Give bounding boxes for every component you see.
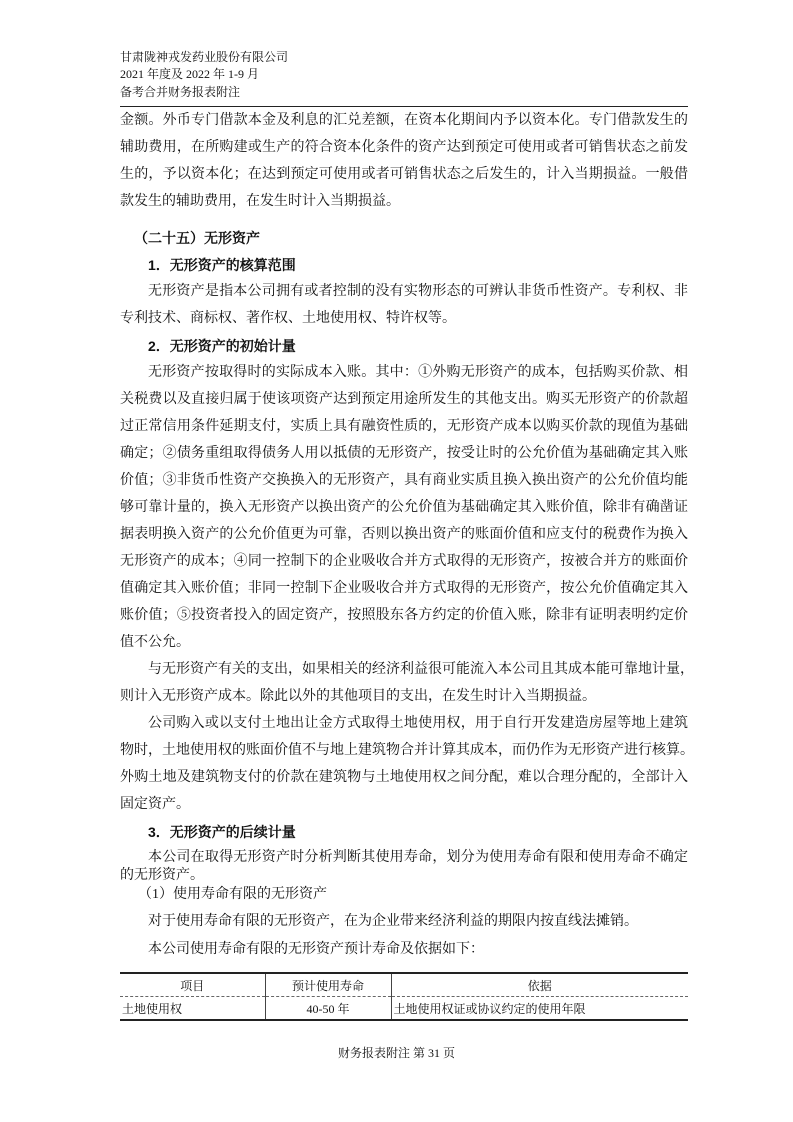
paragraph-line: 的无形资产。 [120,868,204,883]
paragraph-line: 与无形资产有关的支出，如果相关的经济利益很可能流入本公司且其成本能可靠地计量， [148,662,694,677]
section-heading: 3．无形资产的后续计量 [148,824,296,840]
paragraph-line: 金额。外币专门借款本金及利息的汇兑差额，在资本化期间内予以资本化。专门借款发生的 [120,113,688,128]
paragraph-line: 无形资产按取得时的实际成本入账。其中：①外购无形资产的成本，包括购买价款、相 [148,365,688,380]
page-footer: 财务报表附注 第 31 页 [337,1046,455,1060]
paragraph-line: 值不公允。 [120,635,190,650]
useful-life-table [120,972,688,1021]
table-header: 项目 [180,978,205,993]
paragraph-line: 无形资产的成本；④同一控制下的企业吸收合并方式取得的无形资产，按被合并方的账面价 [120,554,688,569]
paragraph-line: 据表明换入资产的公允价值更为可靠，否则以换出资产的账面价值和应支付的税费作为换入 [120,527,688,542]
paragraph-line: 确定；②债务重组取得债务人用以抵债的无形资产，按受让时的公允价值为基础确定其入账 [120,446,688,461]
paragraph-line: 固定资产。 [120,797,190,812]
paragraph-line: 公司购入或以支付土地出让金方式取得土地使用权，用于自行开发建造房屋等地上建筑 [148,716,688,731]
section-heading: （二十五）无形资产 [134,230,260,246]
header-rule [120,106,688,107]
paragraph-line: 物时，土地使用权的账面价值不与地上建筑物合并计算其成本，而仍作为无形资产进行核算。 [120,743,694,758]
paragraph-line: 账价值；⑤投资者投入的固定资产，按照股东各方约定的价值入账，除非有证明表明约定价 [120,608,688,623]
table-row [120,997,688,1021]
paragraph-line: 外购土地及建筑物支付的价款在建筑物与土地使用权之间分配，难以合理分配的，全部计入 [120,770,688,785]
paragraph-line: 则计入无形资产成本。除此以外的其他项目的支出，在发生时计入当期损益。 [120,689,596,704]
header-doc-title: 备考合并财务报表附注 [120,85,241,99]
table-header-row [120,973,688,997]
table-header: 预计使用寿命 [265,973,391,997]
table-cell: 土地使用权证或协议约定的使用年限 [391,997,688,1021]
subsection-heading: （1）使用寿命有限的无形资产 [138,887,327,902]
header-period: 2021 年度及 2022 年 1-9 月 [120,67,259,81]
section-heading: 1．无形资产的核算范围 [148,257,296,273]
paragraph-line: 本公司在取得无形资产时分析判断其使用寿命，划分为使用寿命有限和使用寿命不确定 [148,850,688,865]
table-header: 依据 [391,973,688,997]
paragraph-line: 够可靠计量的，换入无形资产以换出资产的公允价值为基础确定其入账价值，除非有确凿证 [120,500,688,515]
paragraph-line: 专利技术、商标权、著作权、土地使用权、特许权等。 [120,311,456,326]
table-cell: 土地使用权 [122,1001,183,1016]
paragraph-line: 生的，予以资本化；在达到预定可使用或者可销售状态之后发生的，计入当期损益。一般借 [120,167,688,182]
paragraph-line: 本公司使用寿命有限的无形资产预计寿命及依据如下： [148,942,484,957]
header-company: 甘肃陇神戎发药业股份有限公司 [120,50,289,64]
paragraph-line: 值确定其入账价值；非同一控制下企业吸收合并方式取得的无形资产，按公允价值确定其入 [120,581,688,596]
paragraph-line: 款发生的辅助费用，在发生时计入当期损益。 [120,194,400,209]
paragraph-line: 无形资产是指本公司拥有或者控制的没有实物形态的可辨认非货币性资产。专利权、非 [148,284,688,299]
paragraph-line: 过正常信用条件延期支付，实质上具有融资性质的，无形资产成本以购买价款的现值为基础 [120,419,688,434]
table-cell: 40-50 年 [265,997,391,1021]
paragraph-line: 辅助费用，在所购建或生产的符合资本化条件的资产达到预定可使用或者可销售状态之前发 [120,140,688,155]
section-heading: 2．无形资产的初始计量 [148,338,296,354]
paragraph-line: 关税费以及直接归属于使该项资产达到预定用途所发生的其他支出。购买无形资产的价款超 [120,392,688,407]
paragraph-line: 价值；③非货币性资产交换换入的无形资产，具有商业实质且换入换出资产的公允价值均能 [120,473,688,488]
paragraph-line: 对于使用寿命有限的无形资产，在为企业带来经济利益的期限内按直线法摊销。 [148,914,638,929]
